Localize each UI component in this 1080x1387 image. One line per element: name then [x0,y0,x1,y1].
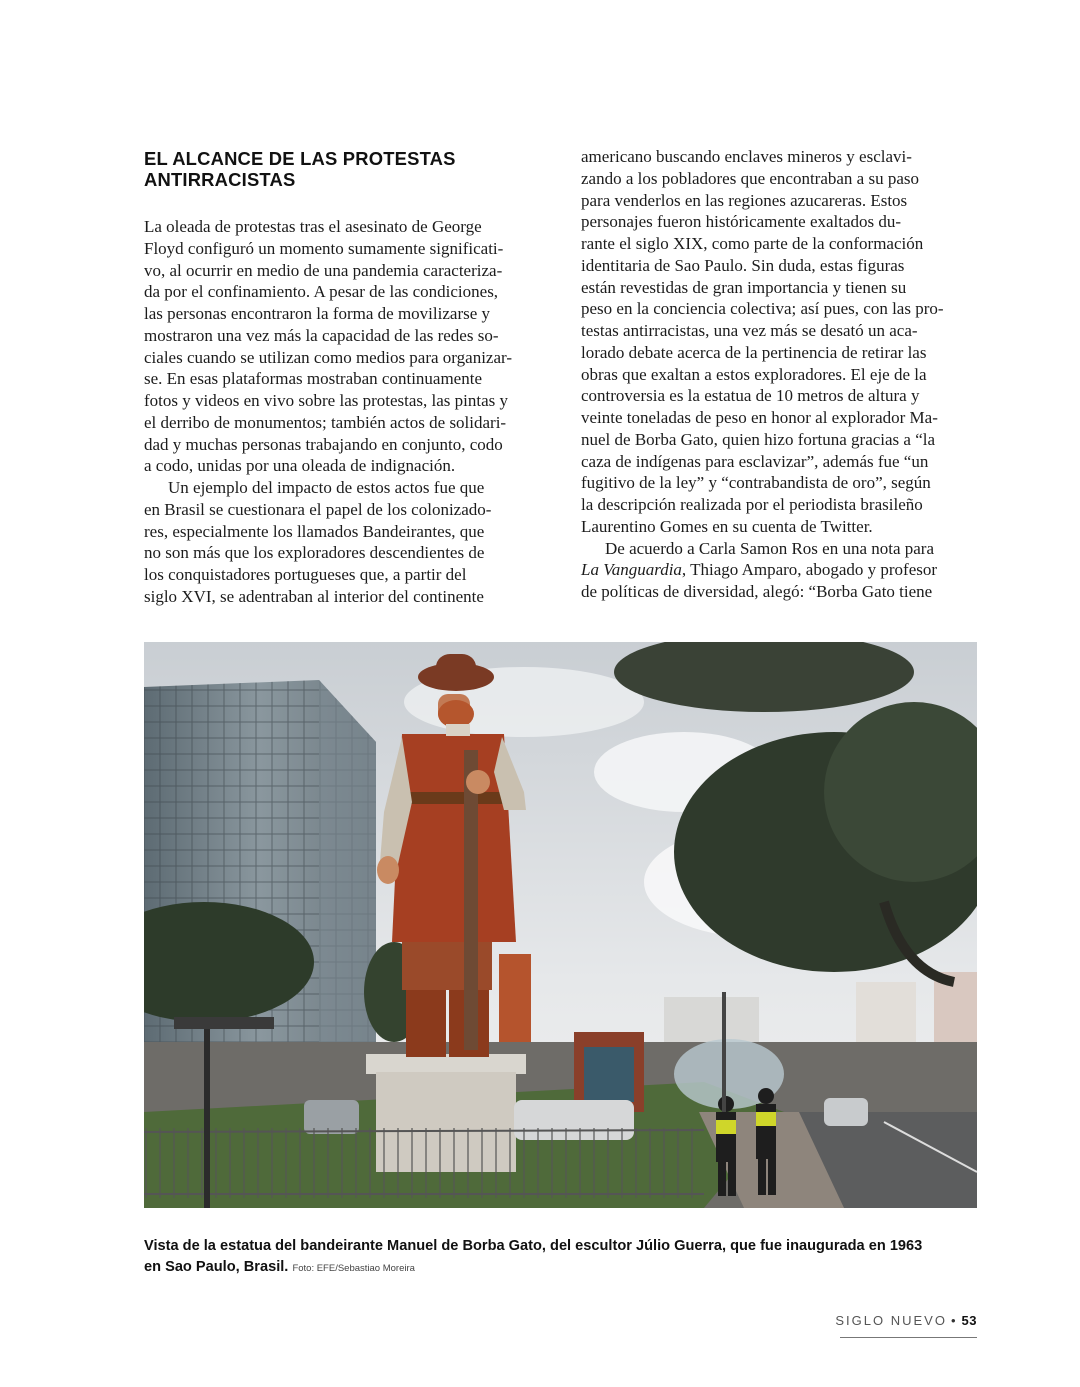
text-line: de políticas de diversidad, alegó: “Borba Gato tiene [581,582,933,601]
text-line: a codo, unidas por una oleada de indignación. [144,456,456,476]
text-line: Laurentino Gomes en su cuenta de Twitter. [581,516,873,536]
text-line: en Brasil se cuestionara el papel de los colonizado- [144,499,492,519]
page-number: 53 [961,1313,977,1328]
caption-text: en Sao Paulo, Brasil. [144,1259,289,1275]
text-line: mostraron una vez más la capacidad de las redes so- [144,325,499,345]
text-line: personajes fueron históricamente exaltados du- [581,212,902,232]
text-line: rante el siglo XIX, como parte de la conformación [581,234,924,253]
text-line: identitaria de Sao Paulo. Sin duda, estas figuras [581,255,905,275]
text-line: la descripción realizada por el periodista brasileño [581,495,923,514]
text-line: testas antirracistas, una vez más se desató un aca- [581,321,918,340]
text-line: peso en la conciencia colectiva; así pues, con las pro- [581,299,944,319]
text-line: están revestidas de gran importancia y tienen su [581,277,907,297]
text-line: se. En esas plataformas mostraban continuamente [144,369,482,389]
separator-dot: • [950,1313,958,1328]
caption-line [144,1257,984,1279]
text-line: La oleada de protestas tras el asesinato de George [144,217,482,236]
section-heading [144,148,535,190]
text-line: para venderlos en las regiones azucareras. Estos [581,190,908,210]
statue-photo [144,642,977,1208]
text-line: fugitivo de la ley” y “contrabandista de oro”, según [581,473,931,493]
paragraph-2 [144,477,535,608]
publication-name: La Vanguardia [581,560,682,580]
text-line: da por el confinamiento. A pesar de las condiciones, [144,282,499,302]
text-line: el derribo de monumentos; también actos de solidari- [144,412,507,432]
text-line: veinte toneladas de peso en honor al explorador Ma- [581,408,938,427]
text-line: fotos y videos en vivo sobre las protestas, las pintas y [144,391,509,410]
text-fragment: , Thiago Amparo, abogado y profesor [681,560,938,580]
text-line: res, especialmente los llamados Bandeirantes, que [144,521,485,541]
paragraph-4 [581,538,977,603]
article-column-left [144,146,535,608]
text-line: no son más que los exploradores descendientes de [144,543,485,563]
text-line: zando a los pobladores que encontraban a su paso [581,168,919,188]
text-line: Floyd configuró un momento sumamente significati- [144,238,504,258]
text-line: los conquistadores portugueses que, a partir del [144,565,467,584]
photo-caption [144,1236,984,1279]
text-line: siglo XVI, se adentraban al interior del continente [144,586,484,606]
page-folio [760,1313,977,1328]
text-line: las personas encontraron la forma de movilizarse y [144,304,491,323]
text-line: americano buscando enclaves mineros y esclavi- [581,147,912,166]
heading-line: EL ALCANCE DE LAS PROTESTAS [144,148,456,169]
heading-line: ANTIRRACISTAS [144,169,296,190]
photo-credit: Foto: EFE/Sebastiao Moreira [292,1263,415,1274]
text-line: controversia es la estatua de 10 metros de altura y [581,386,920,406]
text-line: vo, al ocurrir en medio de una pandemia caracteriza- [144,260,503,280]
folio-rule [840,1337,977,1338]
text-line: obras que exaltan a estos exploradores. El eje de la [581,364,927,384]
text-line: nuel de Borba Gato, quien hizo fortuna gracias a “la [581,429,936,449]
publication-name: SIGLO NUEVO [835,1313,947,1328]
text-line: Un ejemplo del impacto de estos actos fue que [168,478,485,497]
text-line: dad y muchas personas trabajando en conjunto, codo [144,434,503,454]
text-line: lorado debate acerca de la pertinencia de retirar las [581,342,927,362]
text-line [581,559,977,581]
text-line: De acuerdo a Carla Samon Ros en una nota para [605,538,935,558]
paragraph-3 [581,146,977,538]
text-line: ciales cuando se utilizan como medios para organizar- [144,347,513,367]
paragraph-1 [144,216,535,477]
article-column-right [581,146,977,603]
text-line: caza de indígenas para esclavizar”, además fue “un [581,451,929,471]
caption-line: Vista de la estatua del bandeirante Manuel de Borba Gato, del escultor Júlio Guerra, que fue inaugurada en 1963 [144,1238,923,1254]
